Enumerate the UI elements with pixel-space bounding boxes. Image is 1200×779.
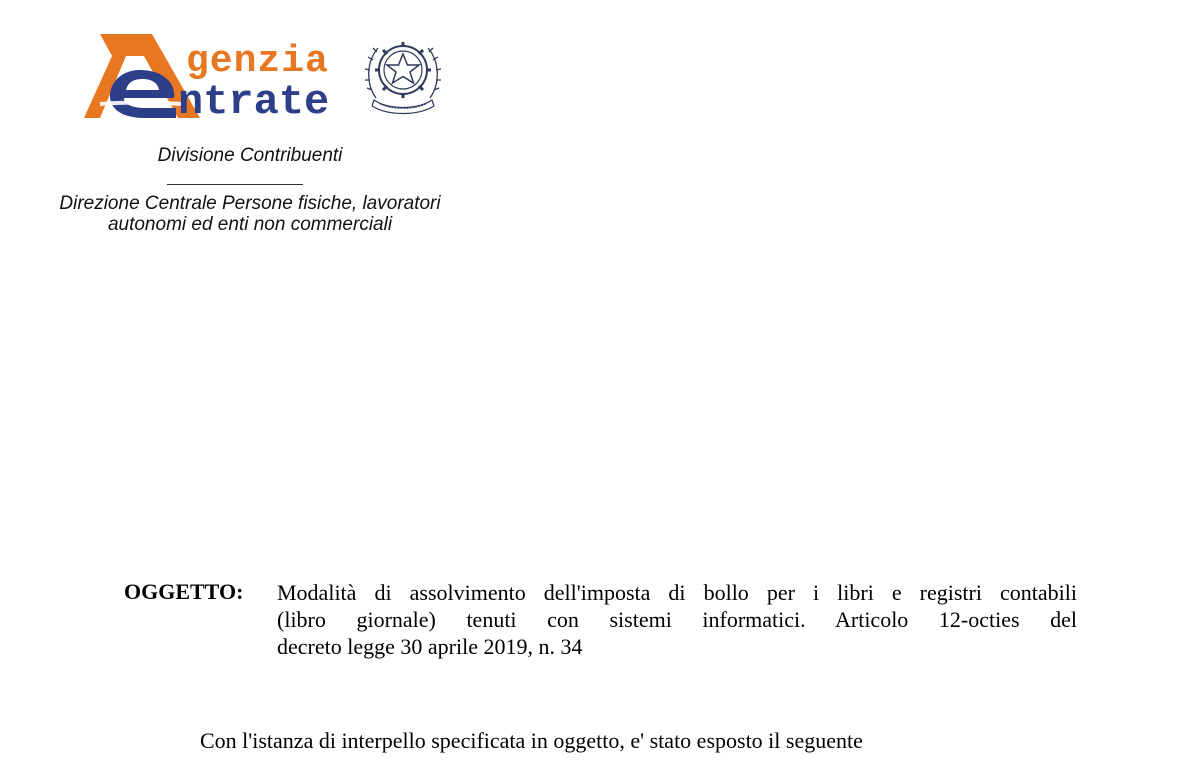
subject-text (277, 579, 1077, 660)
header-divider (167, 184, 303, 185)
repubblica-italiana-emblem-icon (364, 32, 442, 118)
subject-label: OGGETTO: (124, 579, 244, 604)
body-intro-paragraph: Con l'istanza di interpello specificata in oggetto, e' stato esposto il seguente (200, 728, 863, 753)
direction-line: Direzione Centrale Persone fisiche, lavoratori (59, 193, 441, 214)
logo-word-entrate: ntrate (178, 78, 330, 126)
direction-name (20, 193, 480, 235)
subject-line: decreto legge 30 aprile 2019, n. 34 (277, 634, 583, 659)
direction-line: autonomi ed enti non commerciali (107, 214, 393, 235)
logo-word-agenzia: genzia (186, 40, 329, 83)
subject-line: (libro giornale) tenuti con sistemi informatici. Articolo 12-octies del (277, 607, 1077, 632)
division-name: Divisione Contribuenti (157, 145, 343, 166)
subject-line: Modalità di assolvimento dell'imposta di bollo per i libri e registri contabili (277, 580, 1077, 605)
